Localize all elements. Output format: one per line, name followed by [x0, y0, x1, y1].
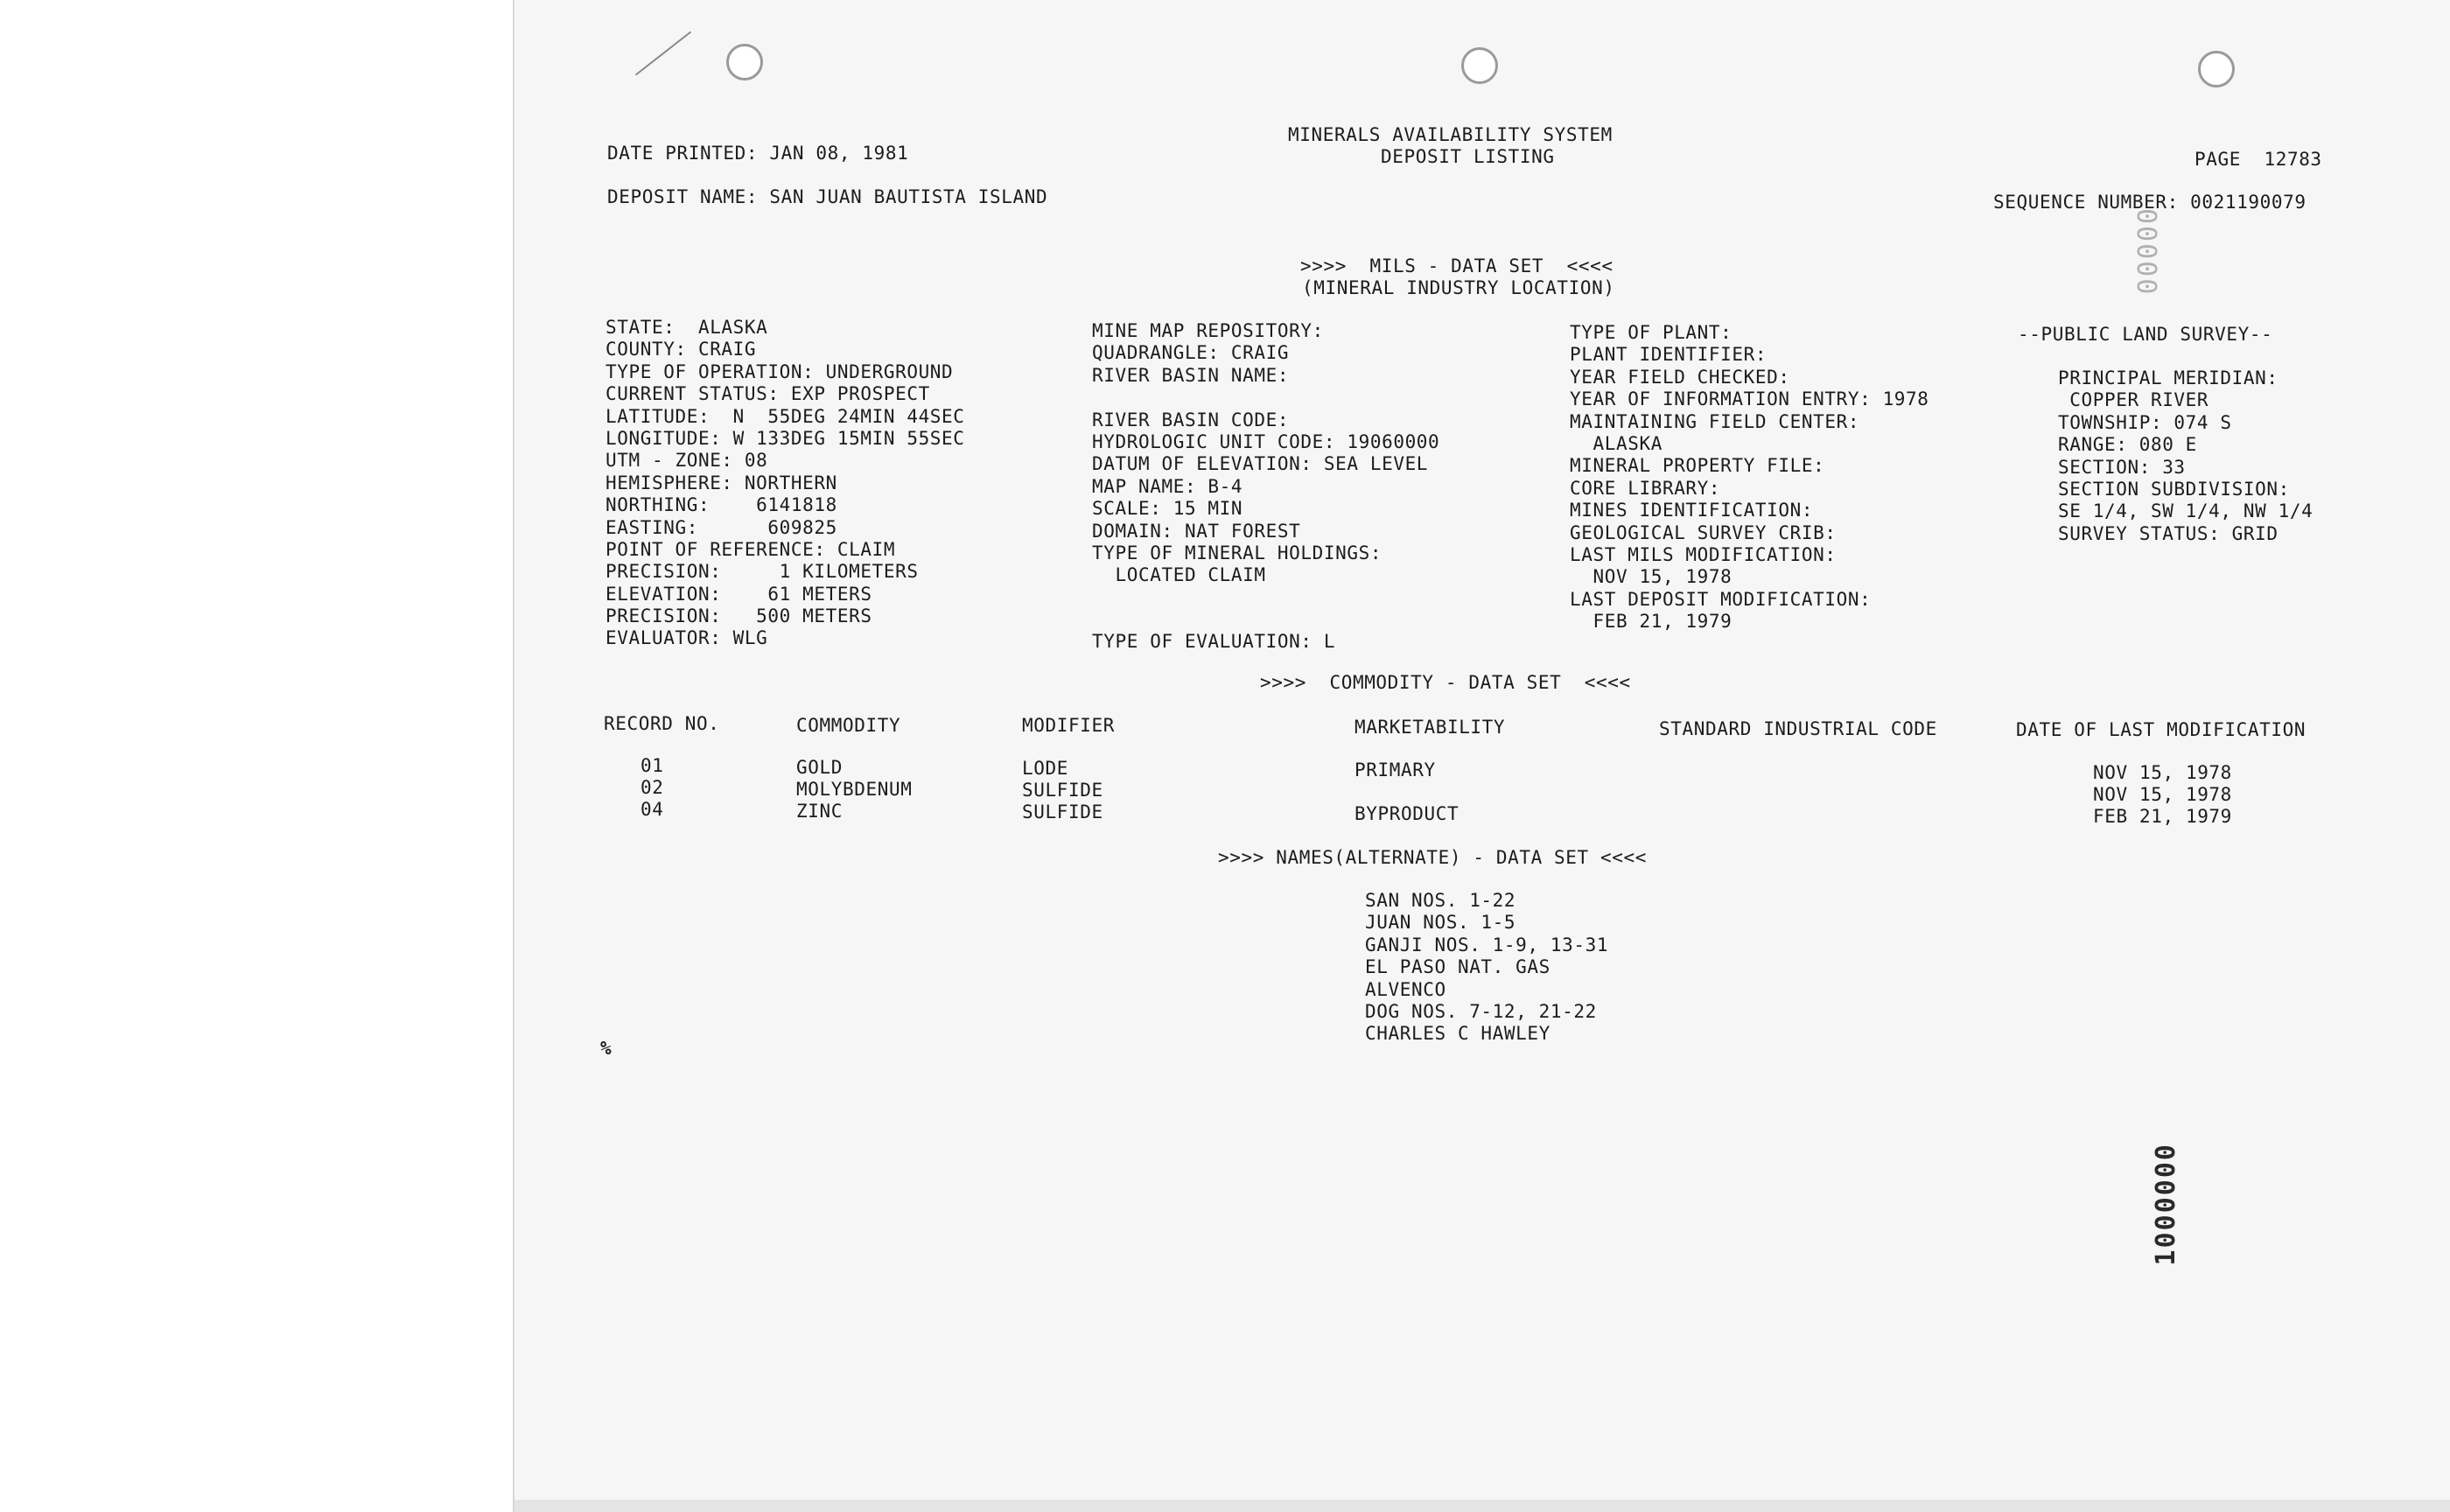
- system-title: MINERALS AVAILABILITY SYSTEM: [1288, 124, 1613, 145]
- header-marketability: MARKETABILITY: [1354, 717, 1506, 738]
- field-line: MAP NAME: B-4: [1092, 475, 1243, 497]
- field-line: MINE MAP REPOSITORY:: [1092, 320, 1324, 341]
- field-line: STATE: ALASKA: [606, 317, 768, 338]
- header-commodity: COMMODITY: [796, 715, 901, 736]
- list-item: EL PASO NAT. GAS: [1365, 956, 1550, 978]
- table-row-04-modifier: SULFIDE: [1022, 802, 1103, 822]
- punch-hole-center: [1461, 47, 1498, 84]
- table-row-01-commodity: GOLD: [796, 757, 843, 778]
- footer-percent-mark: %: [600, 1038, 612, 1059]
- header-modifier: MODIFIER: [1022, 715, 1115, 736]
- punch-hole-right: [2198, 51, 2235, 88]
- mils-subtitle: (MINERAL INDUSTRY LOCATION): [1302, 277, 1615, 298]
- table-row-04-record: 04: [640, 799, 664, 820]
- listing-title: DEPOSIT LISTING: [1381, 146, 1555, 167]
- list-item: CHARLES C HAWLEY: [1365, 1023, 1550, 1045]
- field-line: QUADRANGLE: CRAIG: [1092, 342, 1290, 364]
- table-row-02-modifier: SULFIDE: [1022, 780, 1103, 801]
- field-line: LOCATED CLAIM: [1092, 564, 1266, 586]
- deposit-listing-page: [513, 0, 2450, 1512]
- field-line: YEAR OF INFORMATION ENTRY: 1978: [1570, 388, 1929, 410]
- field-line: COPPER RIVER: [2058, 389, 2209, 411]
- mils-title: >>>> MILS - DATA SET <<<<: [1300, 256, 1614, 276]
- field-line: PRECISION: 1 KILOMETERS: [606, 561, 919, 583]
- table-row-01-record: 01: [640, 755, 664, 776]
- names-title: >>>> NAMES(ALTERNATE) - DATA SET <<<<: [1218, 847, 1647, 868]
- list-item: DOG NOS. 7-12, 21-22: [1365, 1000, 1597, 1022]
- field-line: PRINCIPAL MERIDIAN:: [2058, 368, 2278, 388]
- field-line: CORE LIBRARY:: [1570, 477, 1721, 499]
- table-row-01-date: NOV 15, 1978: [2093, 762, 2232, 783]
- field-line: CURRENT STATUS: EXP PROSPECT: [606, 383, 930, 405]
- field-line: PLANT IDENTIFIER:: [1570, 344, 1768, 366]
- field-line: HYDROLOGIC UNIT CODE: 19060000: [1092, 430, 1440, 452]
- field-line: PRECISION: 500 METERS: [606, 606, 872, 627]
- field-line: FEB 21, 1979: [1570, 611, 1732, 633]
- field-line: UTM - ZONE: 08: [606, 450, 768, 472]
- field-line: TYPE OF OPERATION: UNDERGROUND: [606, 360, 954, 382]
- field-line: LAST DEPOSIT MODIFICATION:: [1570, 588, 1872, 610]
- list-item: JUAN NOS. 1-5: [1365, 912, 1516, 934]
- table-row-04-date: FEB 21, 1979: [2093, 806, 2232, 827]
- field-line: RIVER BASIN NAME:: [1092, 364, 1290, 386]
- header-date-last-mod: DATE OF LAST MODIFICATION: [2016, 719, 2306, 740]
- table-row-04-commodity: ZINC: [796, 801, 843, 822]
- list-item: ALVENCO: [1365, 978, 1446, 1000]
- field-line: COUNTY: CRAIG: [606, 339, 757, 360]
- table-row-04-marketability: BYPRODUCT: [1354, 803, 1460, 824]
- frame-number-stamp-top: 00000: [2133, 206, 2164, 295]
- mils-column-3: [1570, 322, 1929, 633]
- field-line: NORTHING: 6141818: [606, 494, 837, 516]
- mils-column-1: [606, 317, 965, 650]
- mils-column-4: [2058, 368, 2313, 545]
- alternate-names-list: [1365, 890, 1608, 1046]
- list-item: SAN NOS. 1-22: [1365, 890, 1516, 911]
- list-item: GANJI NOS. 1-9, 13-31: [1365, 934, 1609, 956]
- field-line: SECTION: 33: [2058, 456, 2186, 478]
- sequence-number: SEQUENCE NUMBER: 0021190079: [1993, 192, 2306, 213]
- mils-column-2: [1092, 320, 1439, 654]
- field-line: TYPE OF EVALUATION: L: [1092, 631, 1336, 653]
- field-line: DOMAIN: NAT FOREST: [1092, 520, 1301, 542]
- field-line: MAINTAINING FIELD CENTER:: [1570, 410, 1860, 432]
- commodity-title: >>>> COMMODITY - DATA SET <<<<: [1260, 672, 1631, 693]
- table-row-02-date: NOV 15, 1978: [2093, 784, 2232, 805]
- field-line: POINT OF REFERENCE: CLAIM: [606, 538, 896, 560]
- field-line: SURVEY STATUS: GRID: [2058, 522, 2278, 544]
- table-row-01-modifier: LODE: [1022, 758, 1068, 779]
- deposit-name: DEPOSIT NAME: SAN JUAN BAUTISTA ISLAND: [607, 186, 1048, 207]
- field-line: RIVER BASIN CODE:: [1092, 409, 1290, 430]
- field-line: DATUM OF ELEVATION: SEA LEVEL: [1092, 453, 1429, 475]
- field-line: EASTING: 609825: [606, 516, 837, 538]
- field-line: MINES IDENTIFICATION:: [1570, 500, 1814, 522]
- field-line: GEOLOGICAL SURVEY CRIB:: [1570, 522, 1837, 543]
- field-line: [1092, 609, 1439, 631]
- field-line: SCALE: 15 MIN: [1092, 498, 1243, 520]
- field-line: LATITUDE: N 55DEG 24MIN 44SEC: [606, 405, 965, 427]
- header-record-no: RECORD NO.: [604, 713, 720, 734]
- field-line: ALASKA: [1570, 432, 1662, 454]
- field-line: MINERAL PROPERTY FILE:: [1570, 455, 1825, 477]
- field-line: ELEVATION: 61 METERS: [606, 583, 872, 605]
- field-line: TYPE OF PLANT:: [1570, 322, 1732, 343]
- frame-number-stamp-bottom: 1000000: [2151, 1143, 2181, 1266]
- field-line: EVALUATOR: WLG: [606, 627, 768, 649]
- date-printed: DATE PRINTED: JAN 08, 1981: [607, 143, 909, 164]
- public-land-survey-title: --PUBLIC LAND SURVEY--: [2018, 324, 2273, 345]
- header-sic: STANDARD INDUSTRIAL CODE: [1659, 718, 1937, 739]
- field-line: SE 1/4, SW 1/4, NW 1/4: [2058, 500, 2314, 522]
- field-line: [1092, 387, 1439, 409]
- field-line: SECTION SUBDIVISION:: [2058, 478, 2290, 500]
- table-row-02-commodity: MOLYBDENUM: [796, 779, 913, 800]
- field-line: LAST MILS MODIFICATION:: [1570, 543, 1837, 565]
- field-line: [1092, 587, 1439, 609]
- field-line: NOV 15, 1978: [1570, 566, 1732, 588]
- table-row-01-marketability: PRIMARY: [1354, 760, 1436, 780]
- field-line: YEAR FIELD CHECKED:: [1570, 366, 1790, 388]
- field-line: TOWNSHIP: 074 S: [2058, 411, 2232, 433]
- pencil-mark: [635, 32, 691, 76]
- page-number: PAGE 12783: [2194, 149, 2322, 170]
- table-row-02-record: 02: [640, 777, 664, 798]
- field-line: TYPE OF MINERAL HOLDINGS:: [1092, 542, 1382, 564]
- field-line: HEMISPHERE: NORTHERN: [606, 472, 837, 494]
- field-line: RANGE: 080 E: [2058, 434, 2197, 456]
- punch-hole-left: [726, 44, 763, 80]
- field-line: LONGITUDE: W 133DEG 15MIN 55SEC: [606, 427, 965, 449]
